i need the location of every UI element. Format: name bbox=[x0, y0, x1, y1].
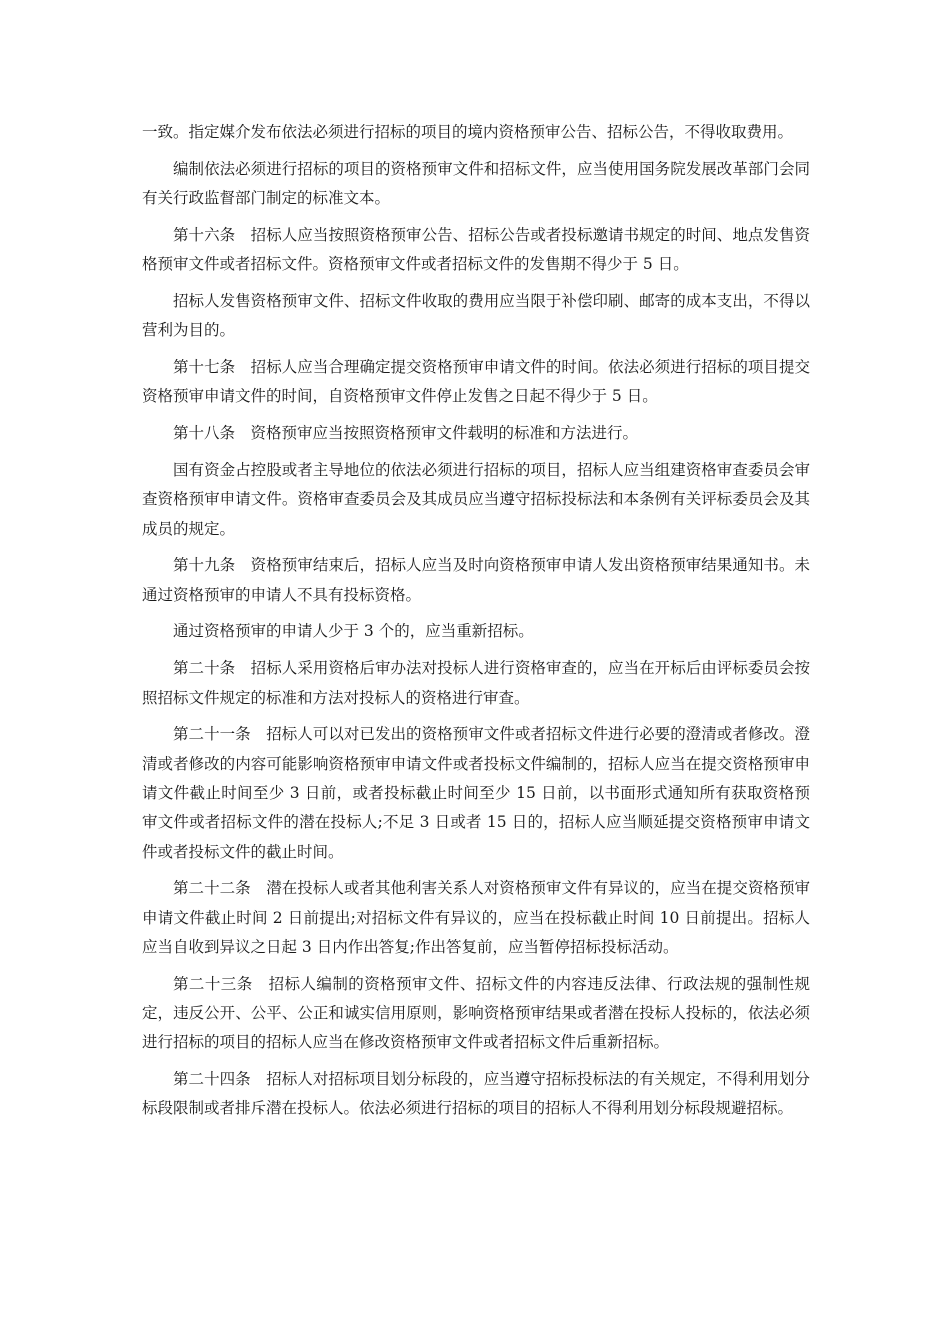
paragraph-standard-text: 编制依法必须进行招标的项目的资格预审文件和招标文件，应当使用国务院发展改革部门会同有关行政监督部门制定的标准文本。 bbox=[142, 159, 810, 208]
document-page bbox=[142, 118, 810, 1131]
paragraph-review-committee: 国有资金占控股或者主导地位的依法必须进行招标的项目，招标人应当组建资格审查委员会审查资格预审申请文件。资格审查委员会及其成员应当遵守招标投标法和本条例有关评标委员会及其成员的规定。 bbox=[142, 460, 810, 538]
article-16: 第十六条 招标人应当按照资格预审公告、招标公告或者投标邀请书规定的时间、地点发售资格预审文件或者招标文件。资格预审文件或者招标文件的发售期不得少于 5 日。 bbox=[142, 225, 810, 274]
article-20: 第二十条 招标人采用资格后审办法对投标人进行资格审查的，应当在开标后由评标委员会按照招标文件规定的标准和方法对投标人的资格进行审查。 bbox=[142, 659, 810, 707]
paragraph-continuation: 一致。指定媒介发布依法必须进行招标的项目的境内资格预审公告、招标公告，不得收取费用。 bbox=[142, 123, 794, 141]
paragraph-rebid: 通过资格预审的申请人少于 3 个的，应当重新招标。 bbox=[173, 622, 534, 641]
article-23: 第二十三条 招标人编制的资格预审文件、招标文件的内容违反法律、行政法规的强制性规定，违反公开、公平、公正和诚实信用原则，影响资格预审结果或者潜在投标人投标的，依法必须进行招标的项目的招标人应当在修改资格预审文件或者招标文件后重新招标。 bbox=[142, 974, 810, 1052]
article-21: 第二十一条 招标人可以对已发出的资格预审文件或者招标文件进行必要的澄清或者修改。澄清或者修改的内容可能影响资格预审申请文件或者投标文件编制的，招标人应当在提交资格预审申请文件截止时间至少 3 日前，或者投标截止时间至少 15 日前，以书面形式通知所有获取资格预审文件或者招标文件的潜在投标人;不足 3 日或者 15 日的，招标人应当顺延提交资格预审申请文件或者投标文件的截止时间。 bbox=[142, 725, 810, 861]
article-18: 第十八条 资格预审应当按照资格预审文件载明的标准和方法进行。 bbox=[173, 424, 639, 443]
article-22: 第二十二条 潜在投标人或者其他利害关系人对资格预审文件有异议的，应当在提交资格预审申请文件截止时间 2 日前提出;对招标文件有异议的，应当在投标截止时间 10 日前提出。招标人应当自收到异议之日起 3 日内作出答复;作出答复前，应当暂停招标投标活动。 bbox=[142, 879, 810, 956]
article-19: 第十九条 资格预审结束后，招标人应当及时向资格预审申请人发出资格预审结果通知书。未通过资格预审的申请人不具有投标资格。 bbox=[142, 556, 810, 604]
paragraph-fees: 招标人发售资格预审文件、招标文件收取的费用应当限于补偿印刷、邮寄的成本支出，不得以营利为目的。 bbox=[142, 291, 810, 340]
article-17: 第十七条 招标人应当合理确定提交资格预审申请文件的时间。依法必须进行招标的项目提交资格预审申请文件的时间，自资格预审文件停止发售之日起不得少于 5 日。 bbox=[142, 358, 810, 406]
article-24: 第二十四条 招标人对招标项目划分标段的，应当遵守招标投标法的有关规定，不得利用划分标段限制或者排斥潜在投标人。依法必须进行招标的项目的招标人不得利用划分标段规避招标。 bbox=[142, 1070, 810, 1118]
